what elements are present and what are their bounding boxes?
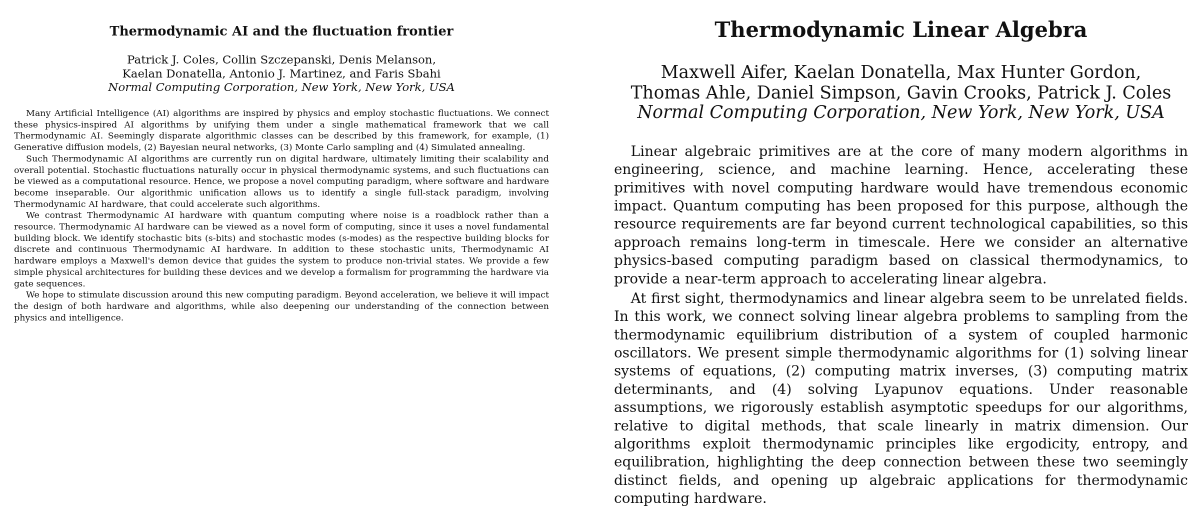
paper-page bbox=[614, 18, 1188, 507]
abstract-paragraph: Such Thermodynamic AI algorithms are currently run on digital hardware, ultimately limiting their scalability and overall potential. Stochastic fluctuations naturally occur in physical thermodynamic systems, and such fluctuations can be viewed as a computational resource. Hence, we propose a novel computing paradigm, where software and hardware become inseparable. Our algorithmic unification allows us to identify a single full-stack paradigm, involving Thermodynamic AI hardware, that could accelerate such algorithms. bbox=[14, 153, 549, 210]
paper-abstract bbox=[614, 142, 1188, 507]
paper-authors bbox=[614, 62, 1188, 103]
paper-abstract bbox=[14, 108, 549, 324]
paper-title: Thermodynamic Linear Algebra bbox=[714, 18, 1088, 43]
paper-affiliation: Normal Computing Corporation, New York, New York, USA bbox=[637, 102, 1165, 123]
author-line: Patrick J. Coles, Collin Szczepanski, Denis Melanson, bbox=[126, 53, 436, 67]
author-line: Maxwell Aifer, Kaelan Donatella, Max Hunter Gordon, bbox=[660, 62, 1142, 83]
abstract-paragraph: We hope to stimulate discussion around this new computing paradigm. Beyond acceleration, we believe it will impact the design of both hardware and algorithms, while also deepening our understanding of the connection between physics and intelligence. bbox=[14, 290, 549, 323]
abstract-paragraph: Linear algebraic primitives are at the core of many modern algorithms in engineering, science, and machine learning. Hence, accelerating these primitives with novel computing hardware would have tremendous economic impact. Quantum computing has been proposed for this purpose, although the resource requirements are far beyond current technological capabilities, so this approach remains long-term in timescale. Here we consider an alternative physics-based computing paradigm based on classical thermodynamics, to provide a near-term approach to accelerating linear algebra. bbox=[614, 142, 1188, 287]
paper-page bbox=[14, 24, 549, 324]
paper-affiliation: Normal Computing Corporation, New York, New York, USA bbox=[108, 81, 455, 94]
abstract-paragraph: At first sight, thermodynamics and linear algebra seem to be unrelated fields. In this work, we connect solving linear algebra problems to sampling from the thermodynamic equilibrium distribution of a system of coupled harmonic oscillators. We present simple thermodynamic algorithms for (1) solving linear systems of equations, (2) computing matrix inverses, (3) computing matrix determinants, and (4) solving Lyapunov equations. Under reasonable assumptions, we rigorously establish asymptotic speedups for our algorithms, relative to digital methods, that scale linearly in matrix dimension. Our algorithms exploit thermodynamic principles like ergodicity, entropy, and equilibration, highlighting the deep connection between these two seemingly distinct fields, and opening up algebraic applications for thermodynamic computing hardware. bbox=[614, 289, 1188, 507]
paper-panel-thermodynamic-linear-algebra bbox=[600, 0, 1200, 507]
abstract-paragraph: Many Artificial Intelligence (AI) algorithms are inspired by physics and employ stochastic fluctuations. We connect these physics-inspired AI algorithms by unifying them under a single mathematical framework that we call Thermodynamic AI. Seemingly disparate algorithmic classes can be described by this framework, for example, (1) Generative diffusion models, (2) Bayesian neural networks, (3) Monte Carlo sampling and (4) Simulated annealing. bbox=[14, 108, 549, 153]
paper-title: Thermodynamic AI and the fluctuation frontier bbox=[109, 24, 454, 39]
paper-authors bbox=[14, 53, 549, 81]
abstract-paragraph: We contrast Thermodynamic AI hardware with quantum computing where noise is a roadblock rather than a resource. Thermodynamic AI hardware can be viewed as a novel form of computing, since it uses a novel fundamental building block. We identify stochastic bits (s-bits) and stochastic modes (s-modes) as the respective building blocks for discrete and continuous Thermodynamic AI hardware. In addition to these stochastic units, Thermodynamic AI hardware employs a Maxwell's demon device that guides the system to produce non-trivial states. We provide a few simple physical architectures for building these devices and we develop a formalism for programming the hardware via gate sequences. bbox=[14, 210, 549, 289]
author-line: Kaelan Donatella, Antonio J. Martinez, and Faris Sbahi bbox=[122, 67, 441, 81]
paper-panel-thermodynamic-ai bbox=[0, 0, 600, 407]
author-line: Thomas Ahle, Daniel Simpson, Gavin Crooks, Patrick J. Coles bbox=[630, 82, 1172, 103]
